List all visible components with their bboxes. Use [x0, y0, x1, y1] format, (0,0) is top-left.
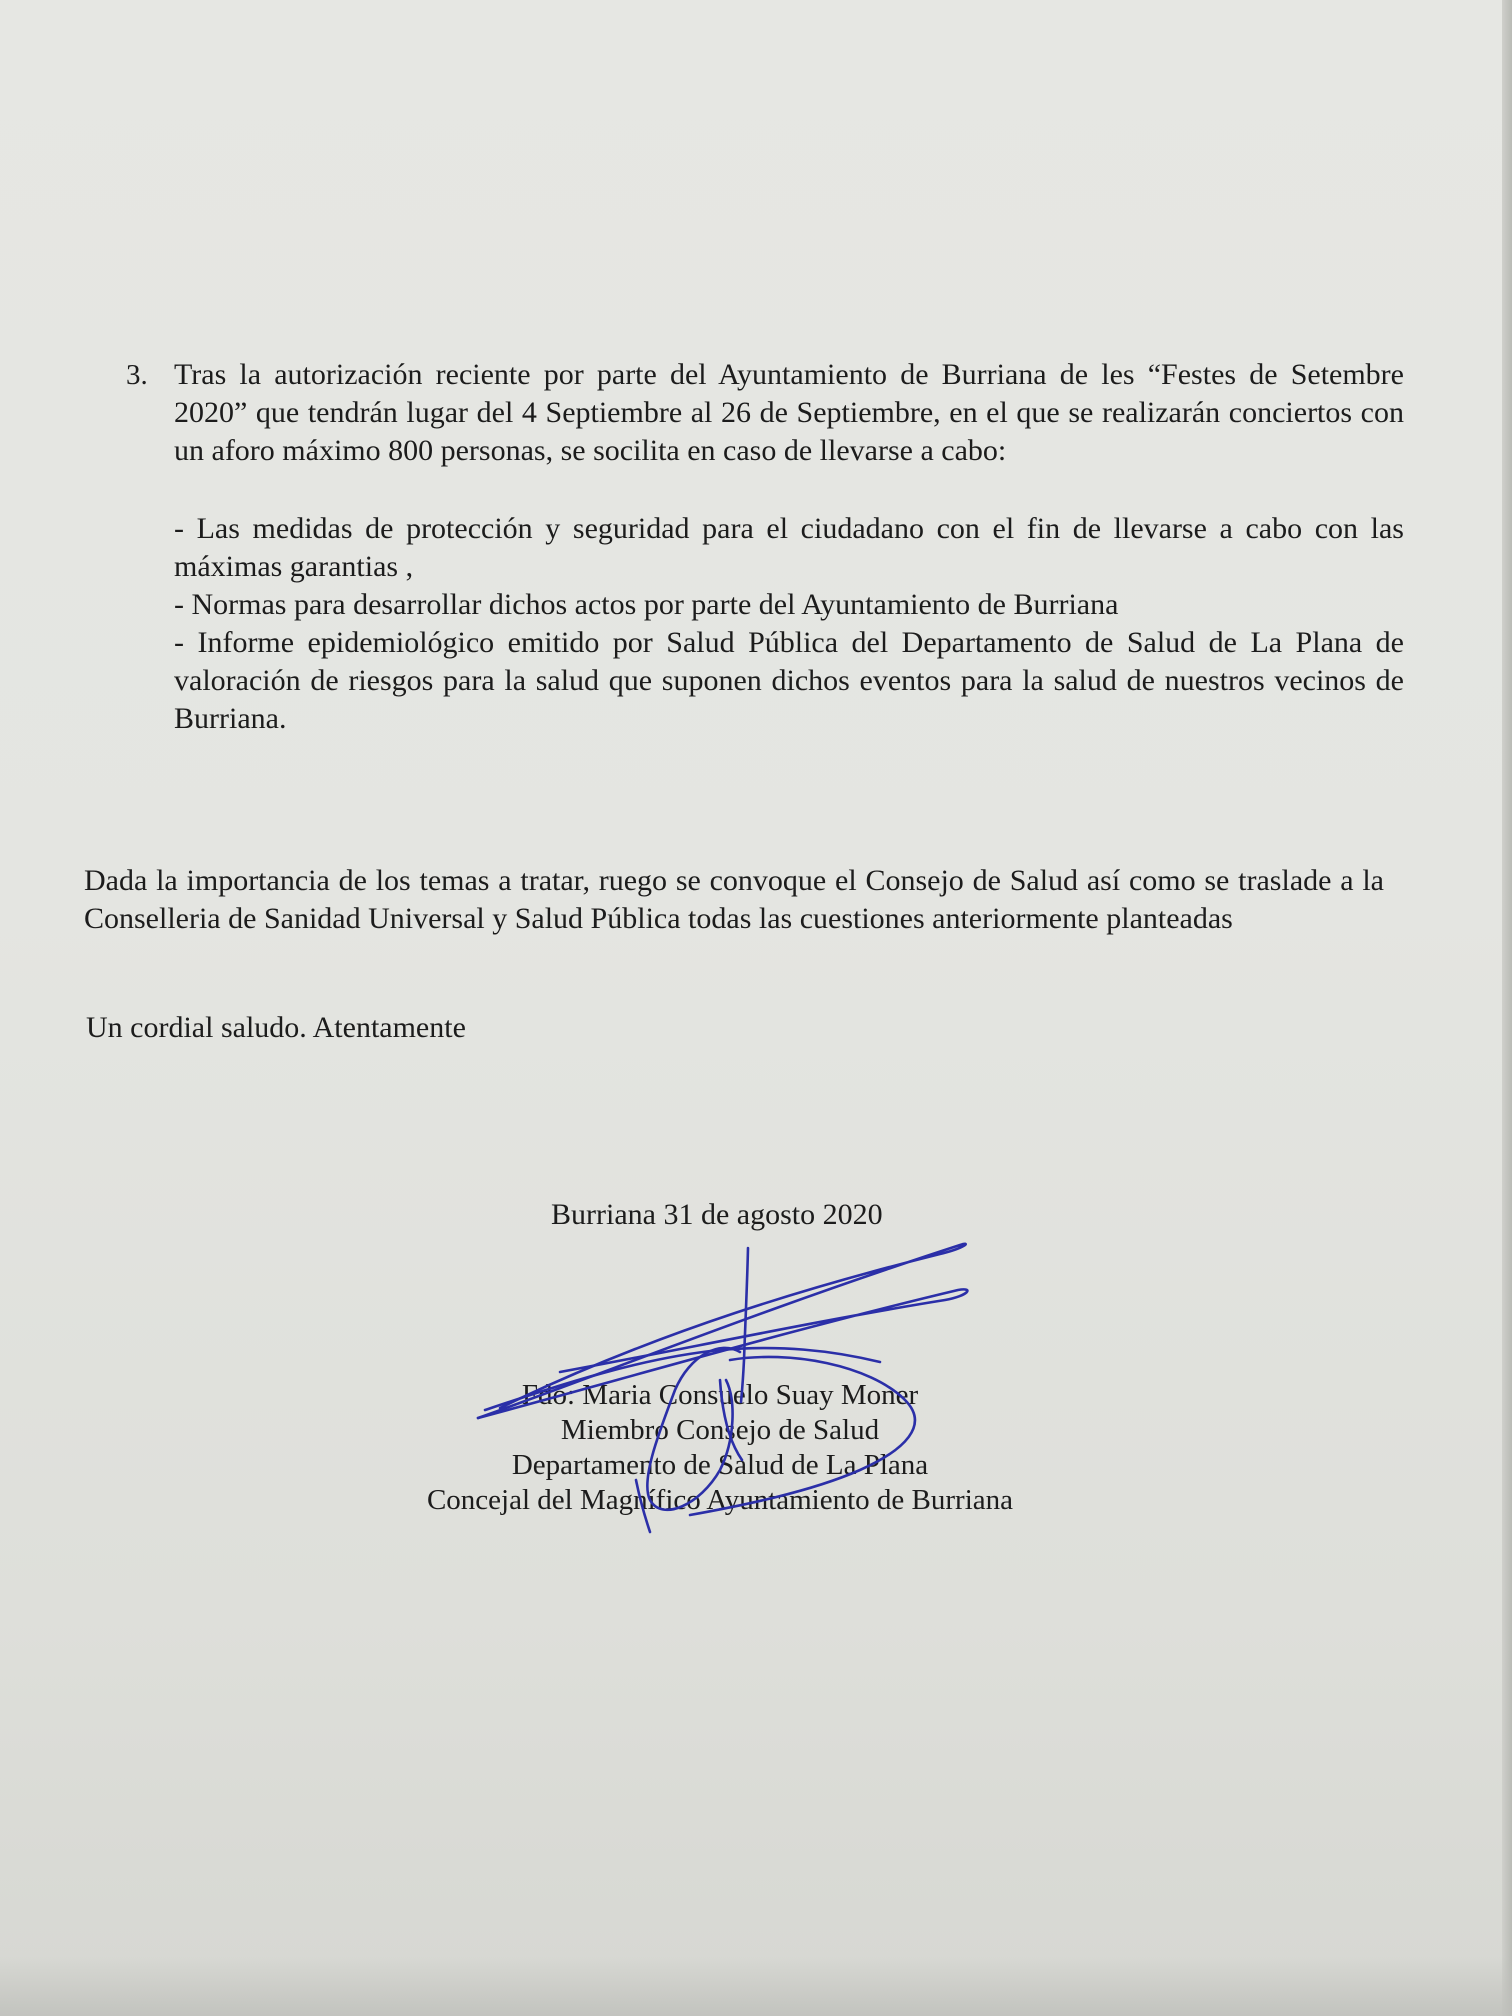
closing-paragraph: Dada la importancia de los temas a tratar, ruego se convoque el Consejo de Salud así como se traslade a la Conselleria de Sanidad Universal y Salud Pública todas las cuestiones anteriormente planteadas	[84, 864, 1384, 935]
paper-edge-shadow	[1502, 0, 1512, 2016]
requests-list	[174, 510, 1404, 738]
list-item: - Las medidas de protección y seguridad para el ciudadano con el fin de llevarse a cabo con las máximas garantias ,	[174, 512, 1404, 583]
signer-department: Departamento de Salud de La Plana	[511, 1449, 929, 1481]
date-line: Burriana 31 de agosto 2020	[551, 1198, 883, 1231]
list-item: - Informe epidemiológico emitido por Salud Pública del Departamento de Salud de La Plana de valoración de riesgos para la salud que suponen dichos eventos para la salud de nuestros vecinos de Burriana.	[174, 626, 1404, 735]
farewell-line: Un cordial saludo. Atentamente	[86, 1011, 466, 1044]
signature-block	[300, 1378, 1140, 1518]
paper-bottom-shadow	[0, 1956, 1512, 2016]
signer-role: Miembro Consejo de Salud	[560, 1414, 880, 1446]
item-number: 3.	[126, 359, 148, 391]
signer-name: Fdo: Maria Consuelo Suay Moner	[521, 1379, 919, 1411]
signer-office: Concejal del Magnífico Ayuntamiento de Burriana	[426, 1484, 1014, 1516]
numbered-item-3	[126, 356, 1406, 738]
item-paragraph: Tras la autorización reciente por parte del Ayuntamiento de Burriana de les “Festes de Setembre 2020” que tendrán lugar del 4 Septiembre al 26 de Septiembre, en el que se realizarán conciertos con un aforo máximo 800 personas, se socilita en caso de llevarse a cabo:	[174, 358, 1404, 467]
list-item: - Normas para desarrollar dichos actos por parte del Ayuntamiento de Burriana	[174, 588, 1119, 621]
